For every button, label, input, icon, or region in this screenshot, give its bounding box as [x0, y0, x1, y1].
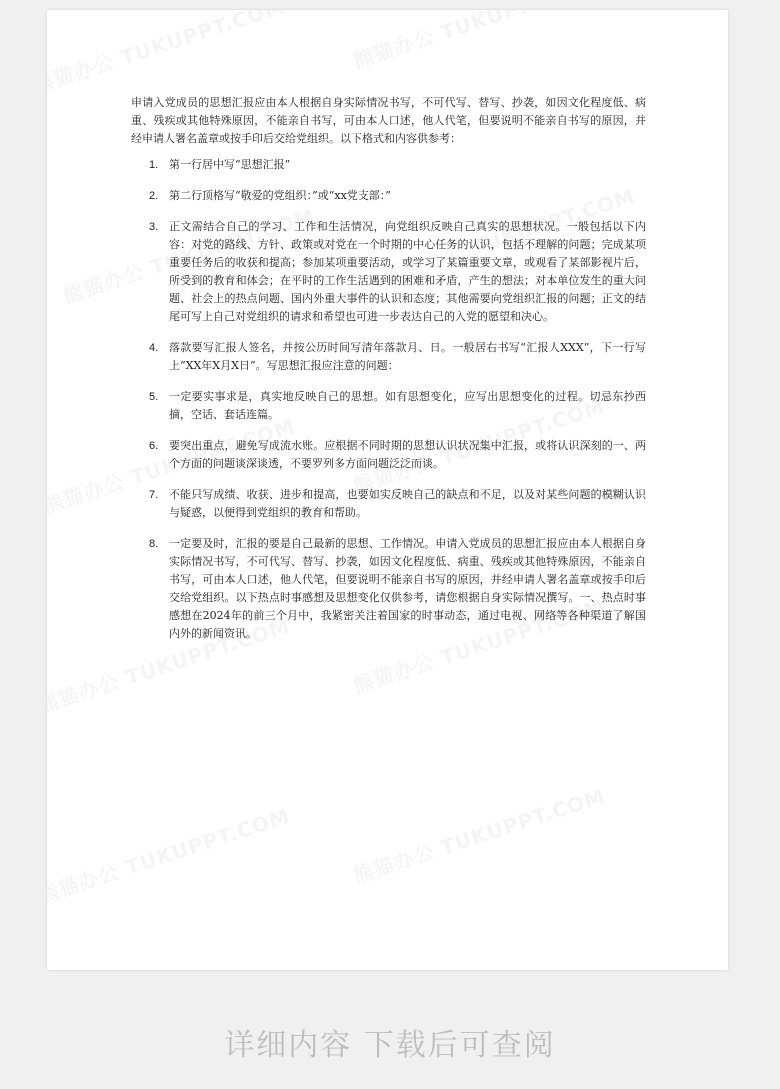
- download-hint-banner: 详细内容 下载后可查阅: [224, 1028, 556, 1063]
- list-item: [131, 437, 646, 473]
- guideline-list: [131, 156, 646, 643]
- list-item: [131, 218, 646, 326]
- intro-paragraph: 申请入党成员的思想汇报应由本人根据自身实际情况书写，不可代写、替写、抄袭，如因文化程度低、病重、残疾或其他特殊原因，不能亲自书写，可由本人口述，他人代笔，但要说明不能亲自书写的原因，并经申请人署名盖章或按手印后交给党组织。以下格式和内容供参考：: [131, 96, 646, 145]
- item-number: 3.: [149, 221, 159, 233]
- list-item: [131, 339, 646, 375]
- watermark: [349, 10, 608, 74]
- item-text: 落款要写汇报人签名，并按公历时间写清年落款月、日。一般居右书写“汇报人XXX”，下一行写上“XX年X月X日”。写思想汇报应注意的问题：: [169, 341, 646, 372]
- item-text: 要突出重点，避免写成流水账。应根据不同时期的思想认识状况集中汇报，或将认识深刻的一、两个方面的问题谈深谈透，不要罗列多方面问题泛泛而谈。: [169, 439, 646, 470]
- item-text: 第一行居中写“思想汇报”: [169, 158, 291, 171]
- document-body: [131, 94, 646, 656]
- watermark: [47, 800, 293, 909]
- list-item: [131, 486, 646, 522]
- item-text: 第二行顶格写“敬爱的党组织：”或“xx党支部：”: [169, 189, 391, 202]
- item-number: 7.: [149, 489, 159, 501]
- watermark: [349, 780, 608, 889]
- item-number: 5.: [149, 391, 159, 403]
- watermark: [47, 10, 288, 99]
- item-text: 一定要实事求是，真实地反映自己的思想。如有思想变化，应写出思想变化的过程。切忌东抄西摘，空话、套话连篇。: [169, 390, 646, 421]
- list-item: [131, 388, 646, 424]
- list-item: [131, 535, 646, 643]
- item-number: 8.: [149, 538, 159, 550]
- item-number: 1.: [149, 159, 159, 171]
- item-text: 正文需结合自己的学习、工作和生活情况，向党组织反映自己真实的思想状况。一般包括以下内容：对党的路线、方针、政策或对党在一个时期的中心任务的认识，包括不理解的问题；完成某项重要任务后的收获和提高；参加某项重要活动，或学习了某篇重要文章，或观看了某部影视片后，所受到的教育和体会；在平时的工作生活遇到的困难和矛盾，产生的想法；对本单位发生的重大问题、社会上的热点问题、国内外重大事件的认识和态度；其他需要向党组织汇报的问题；正文的结尾可写上自己对党组织的请求和希望也可进一步表达自己的入党的愿望和决心。: [169, 220, 646, 323]
- item-number: 6.: [149, 440, 159, 452]
- item-number: 2.: [149, 190, 159, 202]
- document-page: [47, 10, 728, 970]
- item-number: 4.: [149, 342, 159, 354]
- item-text: 一定要及时，汇报的要是自己最新的思想、工作情况。申请入党成员的思想汇报应由本人根据自身实际情况书写，不可代写、替写、抄袭，如因文化程度低、病重、残疾或其他特殊原因，不能亲自书写，可由本人口述，他人代笔，但要说明不能亲自书写的原因，并经申请人署名盖章或按手印后交给党组织。以下热点时事感想及思想变化仅供参考，请您根据自身实际情况撰写。一、热点时事感想在2024年的前三个月中，我紧密关注着国家的时事动态，通过电视、网络等各种渠道了解国内外的新闻资讯。: [169, 537, 646, 640]
- list-item: [131, 156, 646, 174]
- list-item: [131, 187, 646, 205]
- item-text: 不能只写成绩、收获、进步和提高，也要如实反映自己的缺点和不足，以及对某些问题的模糊认识与疑惑，以便得到党组织的教育和帮助。: [169, 488, 646, 519]
